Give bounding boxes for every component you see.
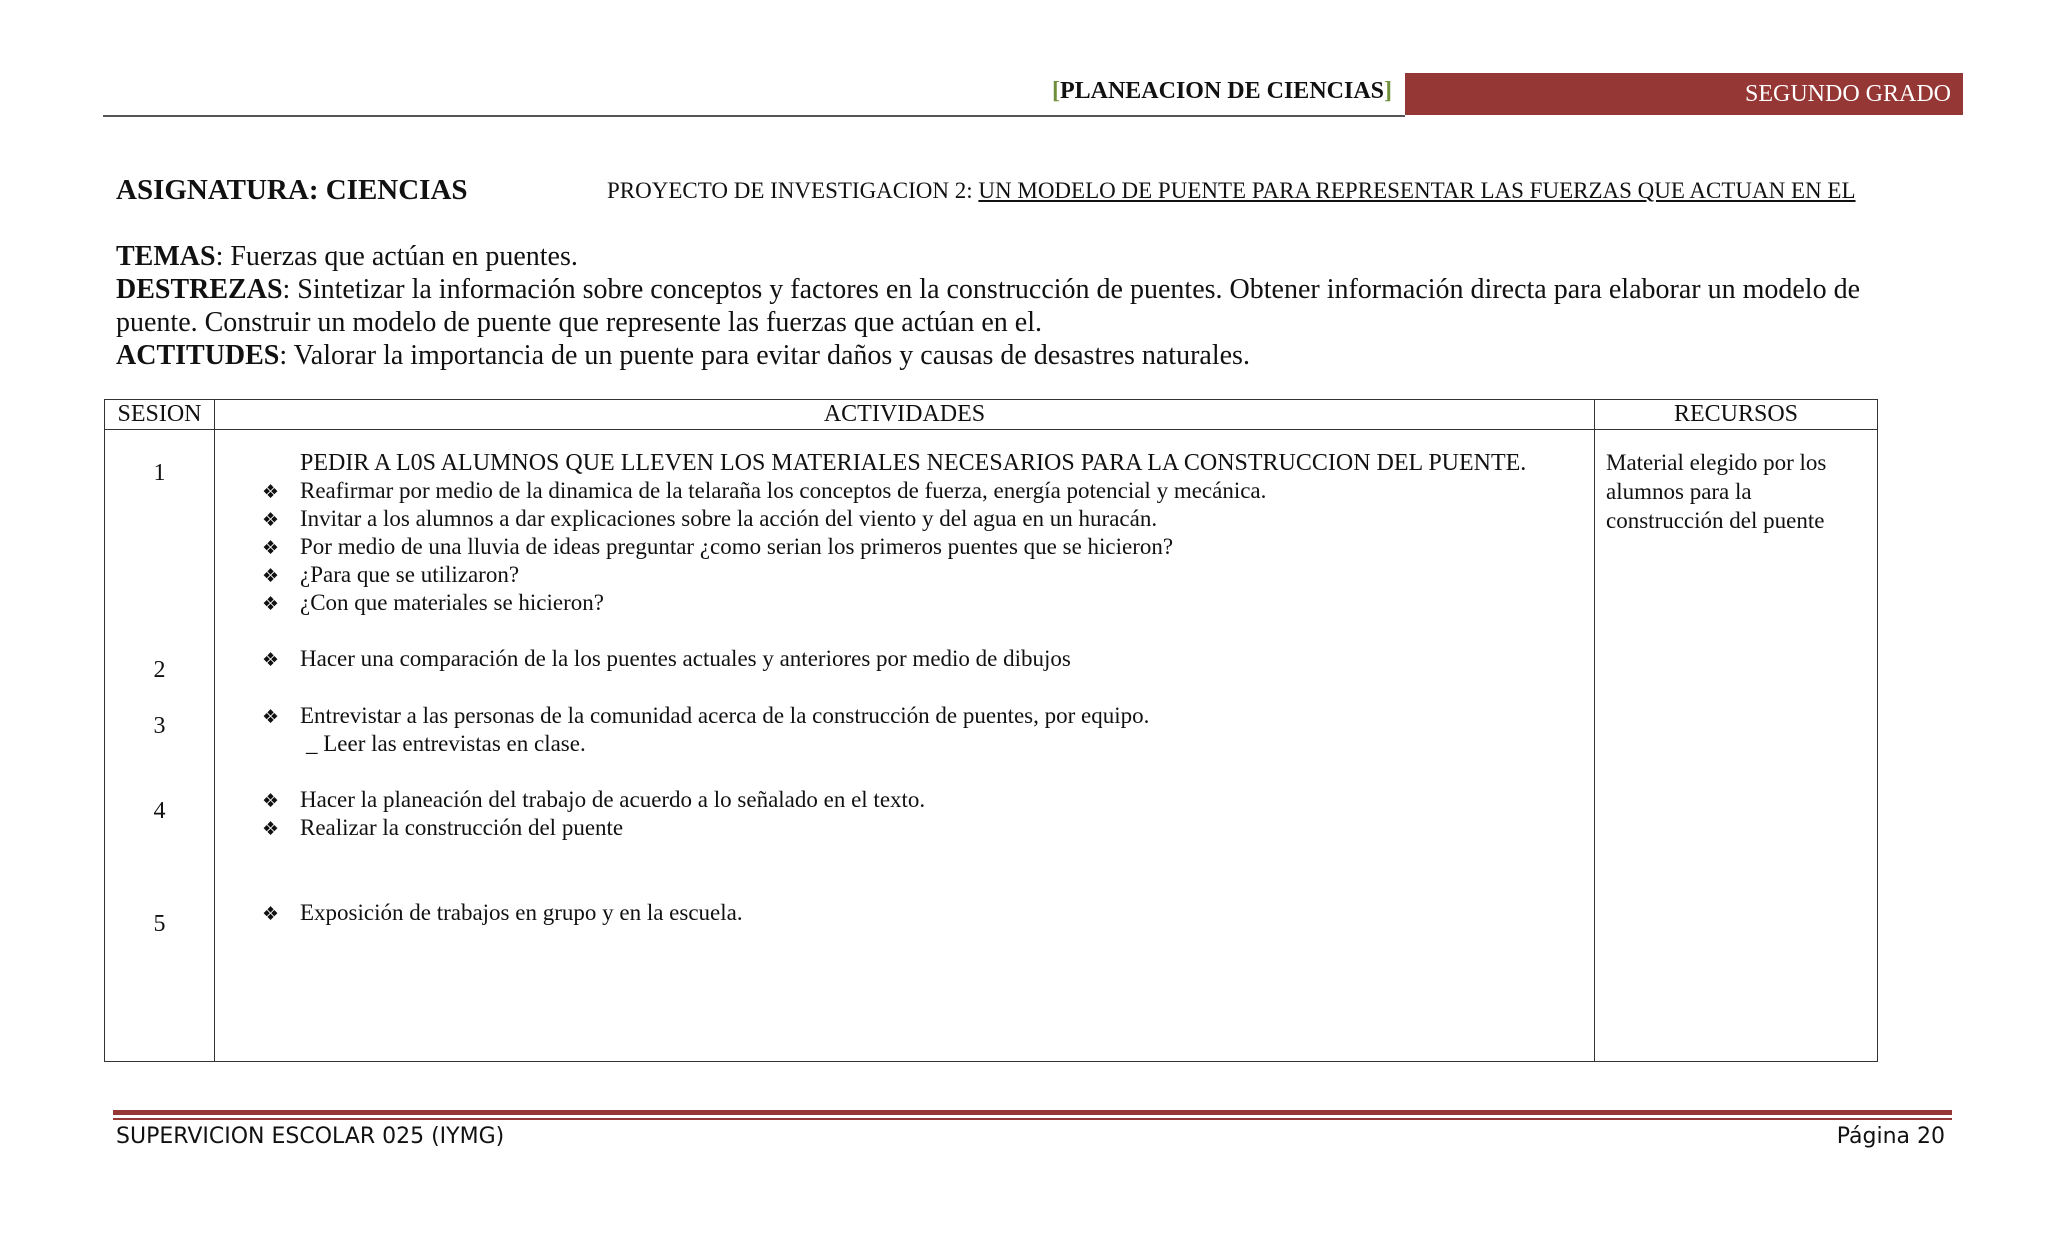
project-prefix: PROYECTO DE INVESTIGACION 2: xyxy=(607,178,979,203)
bullet-diamond-icon: ❖ xyxy=(262,593,280,615)
project-title: UN MODELO DE PUENTE PARA REPRESENTAR LAS FUERZAS QUE ACTUAN EN EL xyxy=(978,178,1856,203)
activity-item: ❖ Hacer la planeación del trabajo de acuerdo a lo señalado en el texto. xyxy=(262,787,926,812)
header-sesion: SESION xyxy=(105,400,215,430)
session-number: 3 xyxy=(153,713,166,739)
temas-label: TEMAS xyxy=(116,241,216,272)
bullet-diamond-icon: ❖ xyxy=(262,903,280,925)
footer-page-number: Página 20 xyxy=(1836,1124,1945,1149)
activity-item: _ Leer las entrevistas en clase. xyxy=(306,731,586,756)
table-header-row xyxy=(105,400,1878,430)
table-row xyxy=(105,430,1878,1062)
activity-item: ❖ Hacer una comparación de la los puentes actuales y anteriores por medio de dibujos xyxy=(262,646,1071,671)
header-actividades: ACTIVIDADES xyxy=(215,400,1595,430)
temas-text: : Fuerzas que actúan en puentes. xyxy=(215,241,578,272)
bullet-diamond-icon: ❖ xyxy=(262,649,280,671)
planning-table xyxy=(104,399,1878,1062)
activity-item: ❖ ¿Para que se utilizaron? xyxy=(262,562,520,587)
actitudes-line xyxy=(116,339,1936,372)
header-recursos: RECURSOS xyxy=(1595,400,1878,430)
destrezas-label: DESTREZAS xyxy=(116,274,283,305)
bullet-diamond-icon: ❖ xyxy=(262,565,280,587)
actitudes-label: ACTITUDES xyxy=(116,340,280,371)
info-block xyxy=(116,240,1936,372)
resources-cell xyxy=(1595,430,1878,1062)
header-title-text: PLANEACION DE CIENCIAS xyxy=(1059,78,1384,104)
grade-label: SEGUNDO GRADO xyxy=(1744,81,1951,107)
grade-band xyxy=(1405,73,1963,115)
bullet-diamond-icon: ❖ xyxy=(262,790,280,812)
header-rule xyxy=(103,115,1405,117)
footer-supervision: SUPERVICION ESCOLAR 025 (IYMG) xyxy=(116,1124,505,1149)
actitudes-text: : Valorar la importancia de un puente para evitar daños y causas de desastres naturales. xyxy=(279,340,1250,371)
project-line xyxy=(607,178,1856,204)
sessions-cell xyxy=(105,430,215,1062)
activity-item: ❖ Invitar a los alumnos a dar explicaciones sobre la acción del viento y del agua en un huracán. xyxy=(262,506,1158,531)
session-number: 5 xyxy=(153,911,166,937)
bullet-diamond-icon: ❖ xyxy=(262,706,280,728)
activity-item: ❖ ¿Con que materiales se hicieron? xyxy=(262,590,604,615)
footer-rule-thin xyxy=(113,1118,1952,1120)
bracket-open: [ xyxy=(1051,78,1060,104)
session-number: 1 xyxy=(153,460,166,486)
activity-item: ❖ Entrevistar a las personas de la comunidad acerca de la construcción de puentes, por equipo. xyxy=(262,703,1150,728)
bracket-close: ] xyxy=(1384,78,1392,104)
activity-item: ❖ Exposición de trabajos en grupo y en la escuela. xyxy=(262,900,743,925)
bullet-diamond-icon: ❖ xyxy=(262,509,280,531)
bullet-diamond-icon: ❖ xyxy=(262,537,280,559)
destrezas-line xyxy=(116,273,1936,339)
bullet-diamond-icon: ❖ xyxy=(262,481,280,503)
temas-line xyxy=(116,240,1936,273)
footer-rule-thick xyxy=(113,1110,1952,1115)
activities-cell xyxy=(215,430,1595,1062)
session-number: 2 xyxy=(153,657,166,683)
session-number: 4 xyxy=(153,798,166,824)
resources-text: Material elegido por los alumnos para la construcción del puente xyxy=(1606,450,1827,533)
activity-item: PEDIR A L0S ALUMNOS QUE LLEVEN LOS MATERIALES NECESARIOS PARA LA CONSTRUCCION DEL PUENTE. xyxy=(300,450,1527,476)
bullet-diamond-icon: ❖ xyxy=(262,818,280,840)
activity-item: ❖ Por medio de una lluvia de ideas preguntar ¿como serian los primeros puentes que se hicieron? xyxy=(262,534,1174,559)
destrezas-text: : Sintetizar la información sobre conceptos y factores en la construcción de puentes. Obtener información directa para elaborar un modelo de puente. Construir un modelo de puente que represente las fuerzas que actúan en el. xyxy=(116,274,1861,338)
subject-label: ASIGNATURA: CIENCIAS xyxy=(116,174,468,206)
activity-item: ❖ Realizar la construcción del puente xyxy=(262,815,624,840)
header-title xyxy=(0,78,1392,105)
activity-item: ❖ Reafirmar por medio de la dinamica de la telaraña los conceptos de fuerza, energía potencial y mecánica. xyxy=(262,478,1267,503)
